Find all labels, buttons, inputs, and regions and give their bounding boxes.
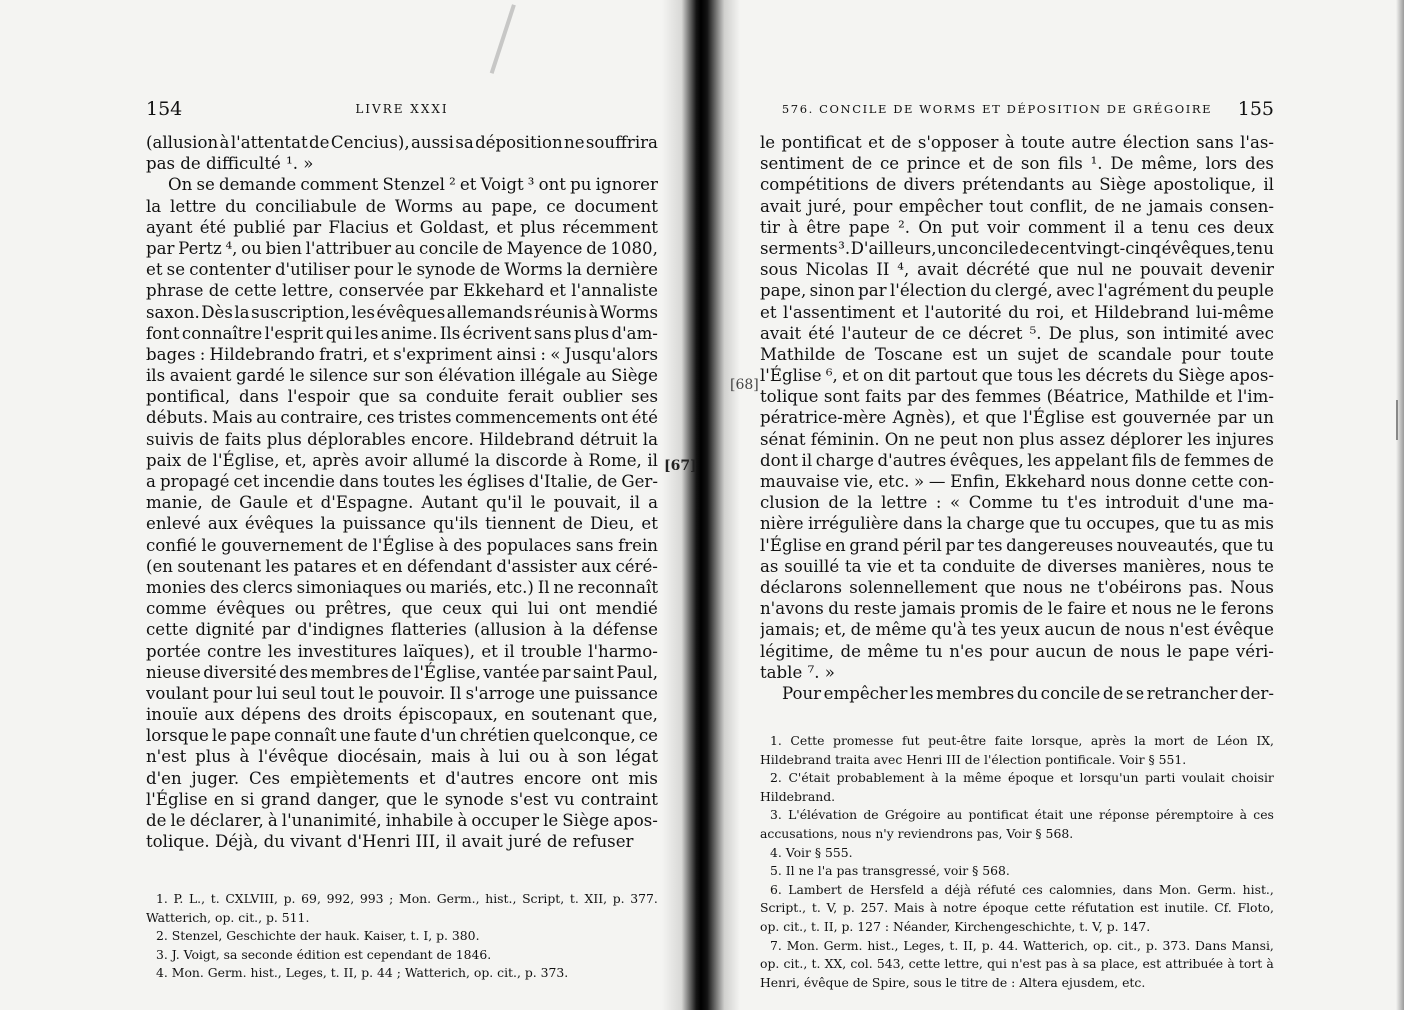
text-line: font connaître l'esprit qui les anime. Ils écrivent sans plus d'am- <box>146 323 658 343</box>
text-line: compétitions de divers prétendants au Siège apostolique, il <box>760 175 1274 195</box>
text-line: la lettre du conciliabule de Worms au pape, ce document <box>146 196 658 216</box>
body-text <box>760 132 1274 704</box>
text-line: d'en juger. Ces empiètements et d'autres encore ont mis <box>146 768 658 788</box>
text-line: ils avaient gardé le silence sur son élévation illégale au Siège <box>146 366 658 386</box>
text-line: Pour empêcher les membres du concile de se retrancher der- <box>782 683 1274 703</box>
running-head <box>146 98 658 122</box>
text-line: l'Église ⁶, et on dit partout que tous les décrets du Siège apos- <box>760 366 1274 386</box>
text-line: confié le gouvernement de l'Église à des populaces sans frein <box>146 535 658 555</box>
text-line: tolique. Déjà, du vivant d'Henri III, il avait juré de refuser <box>146 832 634 852</box>
margin-reference: [68] <box>730 377 759 393</box>
text-line: pas de difficulté ¹. » <box>146 154 314 174</box>
text-line: manie, de Gaule et d'Espagne. Autant qu'il le pouvait, il a <box>146 493 658 513</box>
footnote-line: 4. Voir § 555. <box>770 844 853 860</box>
text-line: tolique sont faits par des femmes (Béatrice, Mathilde et l'im- <box>760 387 1274 407</box>
margin-tick <box>1396 400 1398 440</box>
text-line: On se demande comment Stenzel ² et Voigt ³ ont pu ignorer <box>168 175 658 195</box>
running-head <box>760 98 1274 122</box>
text-line: cette dignité par d'indignes flatteries (allusion à la défense <box>146 620 658 640</box>
text-line: par Pertz ⁴, ou bien l'attribuer au concile de Mayence de 1080, <box>146 238 658 258</box>
footnotes <box>760 732 1274 992</box>
text-line: pontifical, dans l'espoir que sa conduite ferait oublier ses <box>146 387 658 407</box>
text-line: serments ³. D'ailleurs, un concile de cent vingt-cinq évêques, tenu <box>760 238 1274 258</box>
text-line: avait juré, pour empêcher tout conflit, de ne jamais consen- <box>760 196 1274 216</box>
footnote-line: Hildebrand. <box>760 788 836 804</box>
text-line: paix de l'Église, et, après avoir allumé la discorde à Rome, il <box>146 450 658 470</box>
footnote-line: Hildebrand traita avec Henri III de l'élection pontificale. Voir § 551. <box>760 751 1187 767</box>
footnote-line: op. cit., t. II, p. 127 : Néander, Kirchengeschichte, t. V, p. 147. <box>760 918 1151 934</box>
text-line: sénat féminin. On ne peut non plus assez déplorer les injures <box>760 429 1274 449</box>
text-line: inouïe aux dépens des droits épiscopaux, en soutenant que, <box>146 705 658 725</box>
footnote-line: 2. C'était probablement à la même époque et lorsqu'un parti voulait choisir <box>770 770 1274 786</box>
text-line: et se contenter d'utiliser pour le synode de Worms la dernière <box>146 260 658 280</box>
text-line: pape, sinon par l'élection du clergé, avec l'agrément du peuple <box>760 281 1274 301</box>
footnote-line: 7. Mon. Germ. hist., Leges, t. II, p. 44. Watterich, op. cit., p. 373. Dans Mansi, <box>770 937 1274 953</box>
margin-reference: [67] <box>664 458 697 474</box>
left-page <box>146 0 658 1010</box>
text-line: dont il charge d'autres évêques, les appelant fils de femmes de <box>760 450 1274 470</box>
footnote-line: 3. J. Voigt, sa seconde édition est cependant de 1846. <box>156 946 492 962</box>
footnote-line: op. cit., t. XX, col. 543, cette lettre, qui n'est pas à sa place, est attribuée à tort à <box>760 956 1274 972</box>
footnote-line: Script., t. V, p. 257. Mais à notre époque cette réfutation est inutile. Cf. Floto, <box>760 900 1274 916</box>
text-line: lorsque le pape connaît une faute d'un chrétien quelconque, ce <box>146 726 658 746</box>
text-line: ayant été publié par Flacius et Goldast, et plus récemment <box>146 217 658 237</box>
page-edge <box>1396 0 1404 1010</box>
page-number: 154 <box>146 98 183 120</box>
text-line: monies des clercs simoniaques ou mariés, etc.) Il ne reconnaît <box>146 577 658 597</box>
text-line: tir à être pape ². On put voir comment il a tenu ces deux <box>760 217 1274 237</box>
text-line: n'avons du reste jamais promis de le faire et nous ne le ferons <box>760 599 1274 619</box>
text-line: (en soutenant les patares et en défendant d'assister aux céré- <box>146 556 658 576</box>
running-title: 576. CONCILE DE WORMS ET DÉPOSITION DE GRÉGOIRE <box>781 102 1213 116</box>
text-line: nière irrégulière dans la charge que tu occupes, que tu as mis <box>760 514 1274 534</box>
text-line: n'est plus à l'évêque diocésain, mais à lui ou à son légat <box>146 747 658 767</box>
text-line: l'Église en grand péril par tes dangereuses nouveautés, que tu <box>760 535 1274 555</box>
footnote-line: 1. P. L., t. CXLVIII, p. 69, 992, 993 ; Mon. Germ., hist., Script, t. XII, p. 377. <box>156 891 658 906</box>
text-line: et l'assentiment et l'autorité du roi, et Hildebrand lui-même <box>760 302 1274 322</box>
text-line: sous Nicolas II ⁴, avait décrété que nul ne pouvait devenir <box>760 260 1274 280</box>
text-line: légitime, de même tu n'es pour aucun de nous le pape véri- <box>760 641 1274 661</box>
footnote-line: 4. Mon. Germ. hist., Leges, t. II, p. 44 ; Watterich, op. cit., p. 373. <box>156 965 569 981</box>
footnote-line: 2. Stenzel, Geschichte der hauk. Kaiser, t. I, p. 380. <box>156 928 480 944</box>
body-text <box>146 132 658 852</box>
book-gutter <box>662 0 740 1010</box>
text-line: débuts. Mais au contraire, ces tristes commencements ont été <box>146 408 658 428</box>
text-line: phrase de cette lettre, conservée par Ekkehard et l'annaliste <box>146 281 658 301</box>
text-line: avait été l'auteur de ce décret ⁵. De plus, son intimité avec <box>760 323 1274 343</box>
footnote-line: Watterich, op. cit., p. 511. <box>146 909 310 925</box>
footnote-line: 6. Lambert de Hersfeld a déjà réfuté ces calomnies, dans Mon. Germ. hist., <box>770 881 1274 897</box>
text-line: le pontificat et de s'opposer à toute autre élection sans l'as- <box>760 133 1274 152</box>
text-line: de le déclarer, à l'unanimité, inhabile à occuper le Siège apos- <box>146 811 658 830</box>
text-line: portée contre les investitures laïques), et il trouble l'harmo- <box>146 641 658 661</box>
text-line: l'Église en si grand danger, que le synode s'est vu contraint <box>146 789 658 809</box>
text-line: suivis de faits plus déplorables encore. Hildebrand détruit la <box>146 429 658 449</box>
footnote-line: 5. Il ne l'a pas transgressé, voir § 568. <box>770 863 1010 879</box>
text-line: nieuse diversité des membres de l'Église, vantée par saint Paul, <box>146 662 658 682</box>
footnote-line: Henri, évêque de Spire, sous le titre de : Altera ejusdem, etc. <box>760 974 1146 990</box>
running-title: LIVRE XXXI <box>355 102 449 116</box>
footnotes <box>146 890 658 983</box>
text-line: Mathilde de Toscane est un sujet de scandale pour toute <box>760 344 1274 364</box>
footnote-line: 3. L'élévation de Grégoire au pontificat était une réponse péremptoire à ces <box>770 807 1274 823</box>
text-line: comme évêques ou prêtres, que ceux qui lui ont mendié <box>146 599 658 619</box>
text-line: enlevé aux évêques la puissance qu'ils tiennent de Dieu, et <box>146 514 658 534</box>
text-line: voulant pour lui seul tout le pouvoir. Il s'arroge une puissance <box>146 683 658 703</box>
text-line: a propagé cet incendie dans toutes les églises d'Italie, de Ger- <box>146 472 658 491</box>
footnote-line: 1. Cette promesse fut peut-être faite lorsque, après la mort de Léon IX, <box>770 733 1274 748</box>
page-number: 155 <box>1237 98 1274 120</box>
text-line: clusion de la lettre : « Comme tu t'es introduit d'une ma- <box>760 493 1274 513</box>
text-line: table ⁷. » <box>760 662 835 682</box>
text-line: sentiment de ce prince et de son fils ¹. De même, lors des <box>760 154 1274 174</box>
right-page <box>760 0 1274 1010</box>
text-line: pératrice-mère Agnès), et que l'Église est gouvernée par un <box>760 408 1274 428</box>
text-line: as souillé ta vie et ta conduite de diverses manières, nous te <box>760 556 1274 576</box>
text-line: jamais; et, de même qu'à tes yeux aucun de nous n'est évêque <box>760 620 1274 640</box>
footnote-line: accusations, nous n'y reviendrons pas, Voir § 568. <box>760 825 1074 841</box>
text-line: déclarons solennellement que nous ne t'obéirons pas. Nous <box>760 577 1274 597</box>
text-line: mauvaise vie, etc. » — Enfin, Ekkehard nous donne cette con- <box>760 472 1274 491</box>
text-line: saxon. Dès la suscription, les évêques allemands réunis à Worms <box>146 302 658 322</box>
text-line: (allusion à l'attentat de Cencius), aussi sa déposition ne souffrira <box>146 133 658 152</box>
text-line: bages : Hildebrando fratri, et s'expriment ainsi : « Jusqu'alors <box>146 344 658 364</box>
